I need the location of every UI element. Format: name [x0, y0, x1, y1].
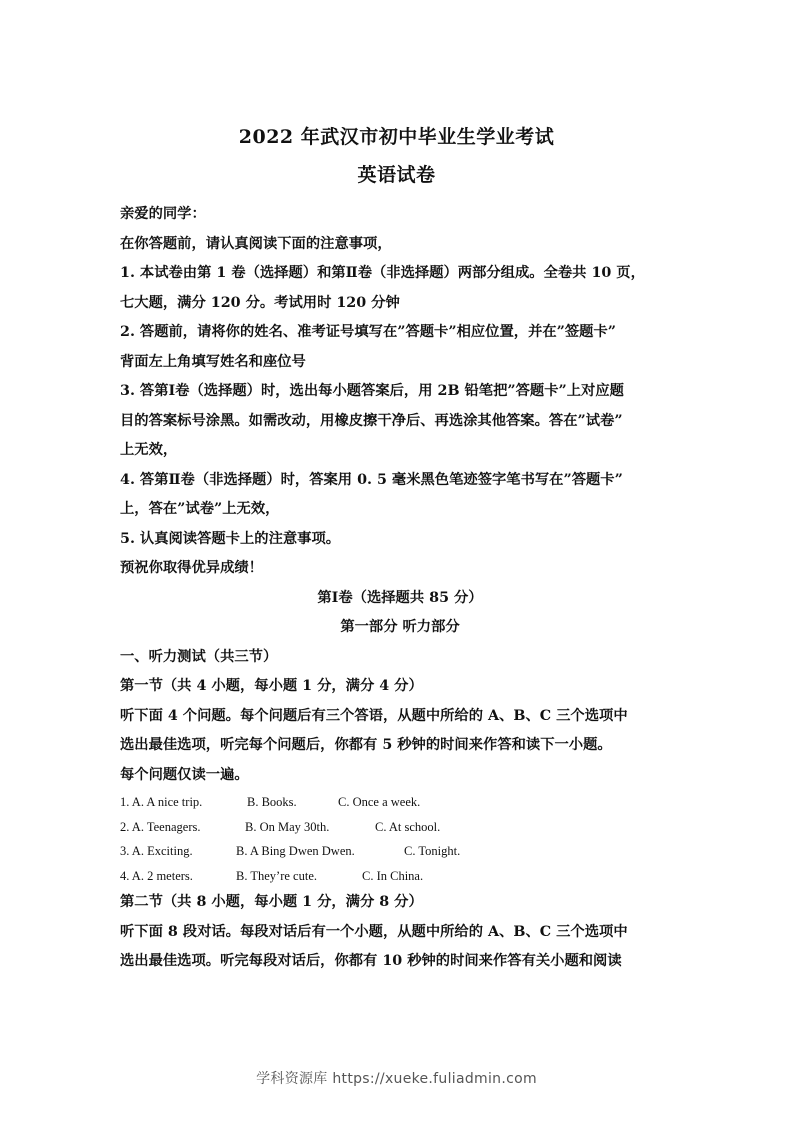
notice-line: 5. 认真阅读答题卡上的注意事项。 — [120, 530, 341, 547]
notice-line: 上无效， — [120, 442, 178, 458]
option-b: B. On May 30th. — [245, 819, 330, 834]
intro-lead: 在你答题前，请认真阅读下面的注意事项， — [120, 235, 392, 252]
exam-subtitle: 英语试卷 — [357, 164, 436, 186]
sec2-instruction: 选出最佳选项。听完每段对话后，你都有 10 秒钟的时间来作答有关小题和阅读 — [120, 953, 622, 969]
option-c: C. At school. — [375, 819, 441, 834]
sec1-heading: 第一节（共 4 小题，每小题 1 分，满分 4 分） — [120, 678, 423, 694]
option-a: 2. A. Teenagers. — [120, 819, 201, 834]
option-c: C. In China. — [362, 868, 424, 883]
option-b: B. A Bing Dwen Dwen. — [236, 844, 355, 858]
notice-line: 1. 本试卷由第 1 卷（选择题）和第Ⅱ卷（非选择题）两部分组成。全卷共 10 页， — [120, 265, 645, 281]
question-row — [120, 815, 680, 840]
option-b: B. Books. — [247, 795, 297, 809]
greeting: 亲爱的同学： — [120, 206, 206, 222]
sec2-heading: 第二节（共 8 小题，每小题 1 分，满分 8 分） — [120, 894, 423, 910]
sec1-instruction: 听下面 4 个问题。每个问题后有三个答语，从题中所给的 A、B、C 三个选项中 — [120, 707, 628, 724]
section-heading: 一、听力测试（共三节） — [120, 648, 278, 665]
sec1-instruction: 选出最佳选项，听完每个问题后，你都有 5 秒钟的时间来作答和读下一小题。 — [120, 737, 612, 753]
part-heading: 第一部分 听力部分 — [340, 619, 460, 635]
notice-line: 上，答在”试卷”上无效， — [120, 501, 280, 517]
notice-line: 3. 答第Ⅰ卷（选择题）时，选出每小题答案后，用 2B 铅笔把”答题卡”上对应题 — [120, 383, 624, 399]
notice-line: 2. 答题前，请将你的姓名、准考证号填写在”答题卡”相应位置，并在”签题卡” — [120, 324, 616, 340]
option-a: 3. A. Exciting. — [120, 844, 193, 858]
volume-heading: 第Ⅰ卷（选择题共 85 分） — [317, 589, 483, 606]
option-c: C. Tonight. — [404, 844, 461, 858]
question-row — [120, 864, 680, 889]
notice-line: 背面左上角填写姓名和座位号 — [120, 353, 306, 370]
option-a: 4. A. 2 meters. — [120, 868, 193, 883]
document-body — [120, 200, 680, 977]
sec2-instruction: 听下面 8 段对话。每段对话后有一个小题，从题中所给的 A、B、C 三个选项中 — [120, 923, 628, 940]
wish-line: 预祝你取得优异成绩！ — [120, 560, 263, 576]
question-row — [120, 790, 680, 815]
footer-watermark: 学科资源库 https://xueke.fuliadmin.com — [256, 1071, 537, 1087]
notice-line: 目的答案标号涂黑。如需改动，用橡皮擦干净后、再选涂其他答案。答在”试卷” — [120, 412, 623, 429]
question-row — [120, 839, 680, 864]
option-b: B. They’re cute. — [236, 868, 317, 883]
notice-line: 七大题，满分 120 分。考试用时 120 分钟 — [120, 294, 400, 311]
option-c: C. Once a week. — [338, 795, 421, 809]
exam-title: 2022 年武汉市初中毕业生学业考试 — [238, 126, 555, 148]
sec1-instruction: 每个问题仅读一遍。 — [120, 766, 249, 783]
option-a: 1. A. A nice trip. — [120, 795, 203, 809]
notice-line: 4. 答第Ⅱ卷（非选择题）时，答案用 0. 5 毫米黑色笔迹签字笔书写在”答题卡” — [120, 471, 623, 488]
